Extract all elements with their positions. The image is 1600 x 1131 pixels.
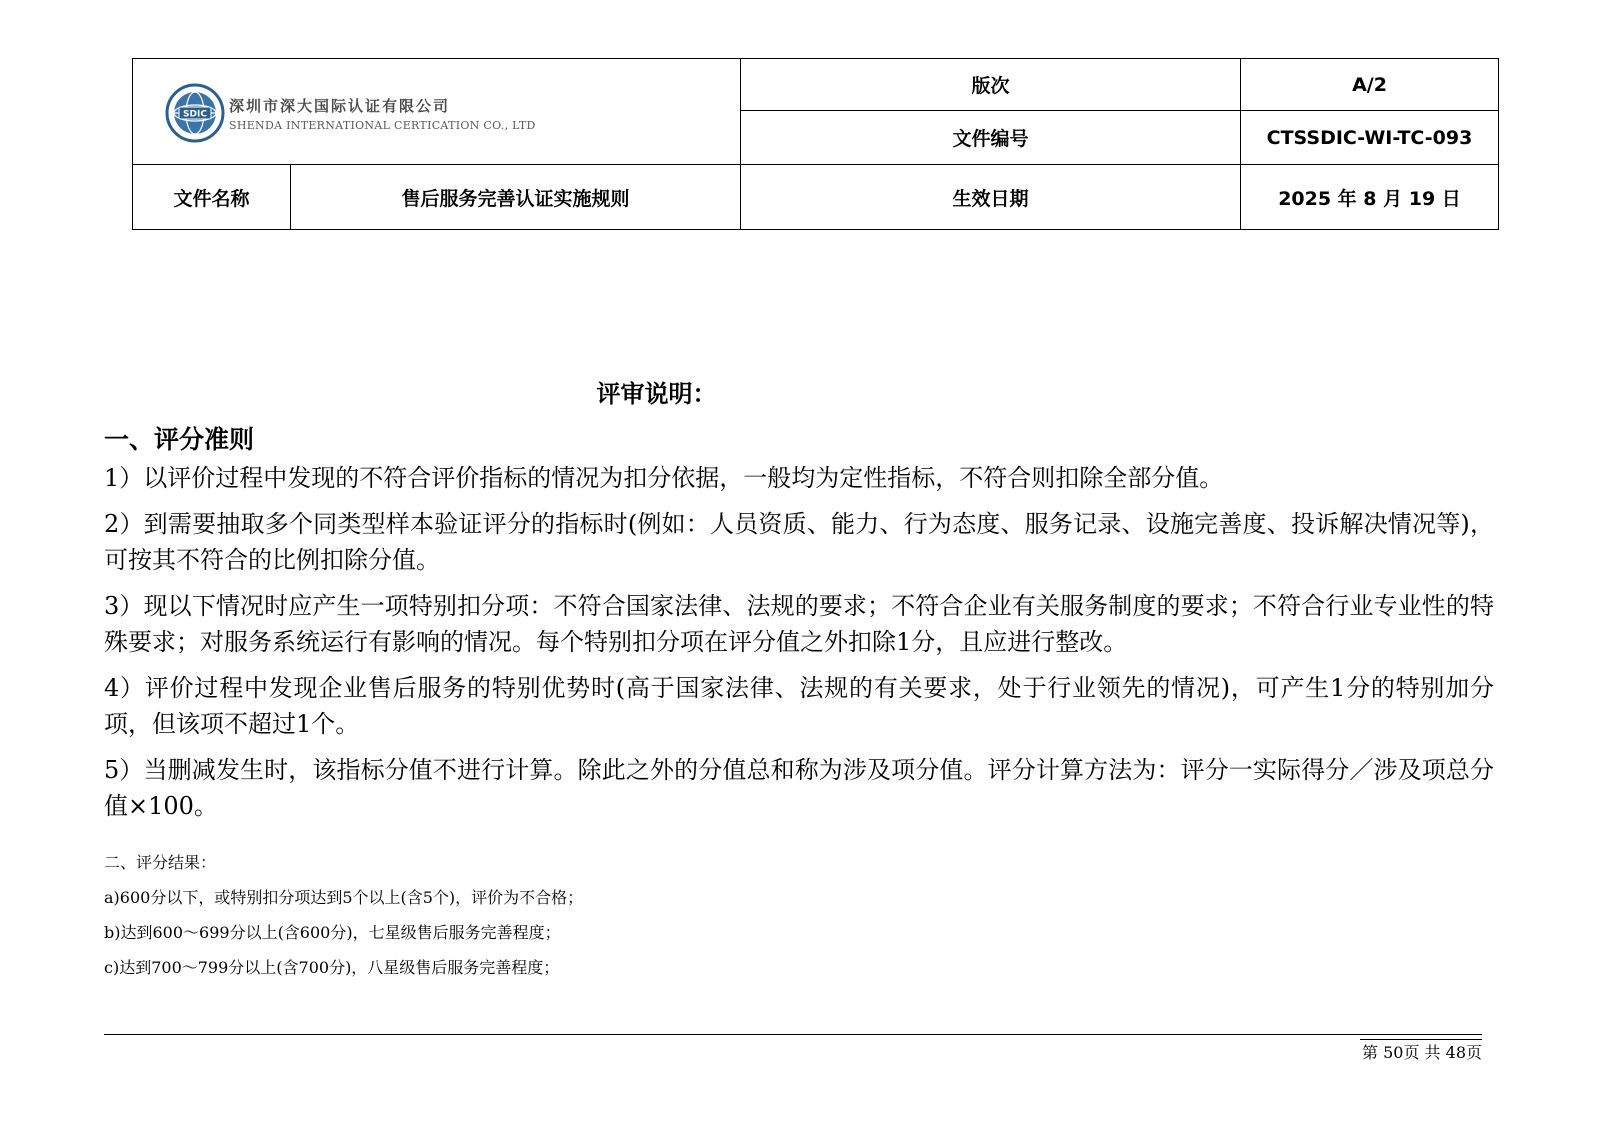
- footer-divider: [104, 1034, 1482, 1035]
- section-heading-scoring-rules: 一、评分准则: [104, 425, 255, 454]
- rule-item: 2）到需要抽取多个同类型样本验证评分的指标时(例如：人员资质、能力、行为态度、服务记录、设施完善度、投诉解决情况等)，可按其不符合的比例扣除分值。: [104, 510, 1494, 574]
- doc-number-value: CTSSDIC-WI-TC-093: [1241, 111, 1499, 165]
- doc-name-label: 文件名称: [133, 165, 291, 230]
- company-logo-icon: [165, 83, 225, 143]
- result-item: a)600分以下，或特别扣分项达到5个以上(含5个)，评价为不合格；: [104, 888, 584, 907]
- result-item: b)达到600～699分以上(含600分)，七星级售后服务完善程度；: [104, 923, 561, 942]
- company-name-en: SHENDA INTERNATIONAL CERTICATION CO., LTD: [229, 119, 536, 132]
- doc-name-value: 售后服务完善认证实施规则: [291, 165, 741, 230]
- rule-item: 1）以评价过程中发现的不符合评价指标的情况为扣分依据，一般均为定性指标，不符合则扣除全部分值。: [104, 464, 1224, 492]
- rule-item: 4）评价过程中发现企业售后服务的特别优势时(高于国家法律、法规的有关要求，处于行业领先的情况)，可产生1分的特别加分项，但该项不超过1个。: [104, 674, 1494, 738]
- version-value: A/2: [1241, 59, 1499, 111]
- page-number: 第 50页 共 48页: [1362, 1043, 1482, 1062]
- effective-date-label: 生效日期: [741, 165, 1241, 230]
- section-heading-scoring-results: 二、评分结果：: [104, 853, 217, 872]
- version-label: 版次: [741, 59, 1241, 111]
- company-logo-cell: [133, 59, 741, 165]
- page-title: 评审说明：: [596, 379, 717, 408]
- rule-item: 3）现以下情况时应产生一项特别扣分项：不符合国家法律、法规的要求；不符合企业有关服务制度的要求；不符合行业专业性的特殊要求；对服务系统运行有影响的情况。每个特别扣分项在评分值之外扣除1分，且应进行整改。: [104, 592, 1494, 656]
- document-header-table: [132, 58, 1499, 230]
- company-name-cn: 深圳市深大国际认证有限公司: [229, 97, 451, 115]
- scoring-results: [104, 845, 1304, 985]
- effective-date-value: 2025 年 8 月 19 日: [1241, 165, 1499, 230]
- logo-text: SDIC: [183, 109, 207, 120]
- result-item: c)达到700～799分以上(含700分)，八星级售后服务完善程度；: [104, 958, 560, 977]
- rule-item: 5）当删减发生时，该指标分值不进行计算。除此之外的分值总和称为涉及项分值。评分计算方法为：评分一实际得分／涉及项总分值×100。: [104, 756, 1494, 820]
- doc-number-label: 文件编号: [741, 111, 1241, 165]
- scoring-rules-list: [104, 460, 1494, 834]
